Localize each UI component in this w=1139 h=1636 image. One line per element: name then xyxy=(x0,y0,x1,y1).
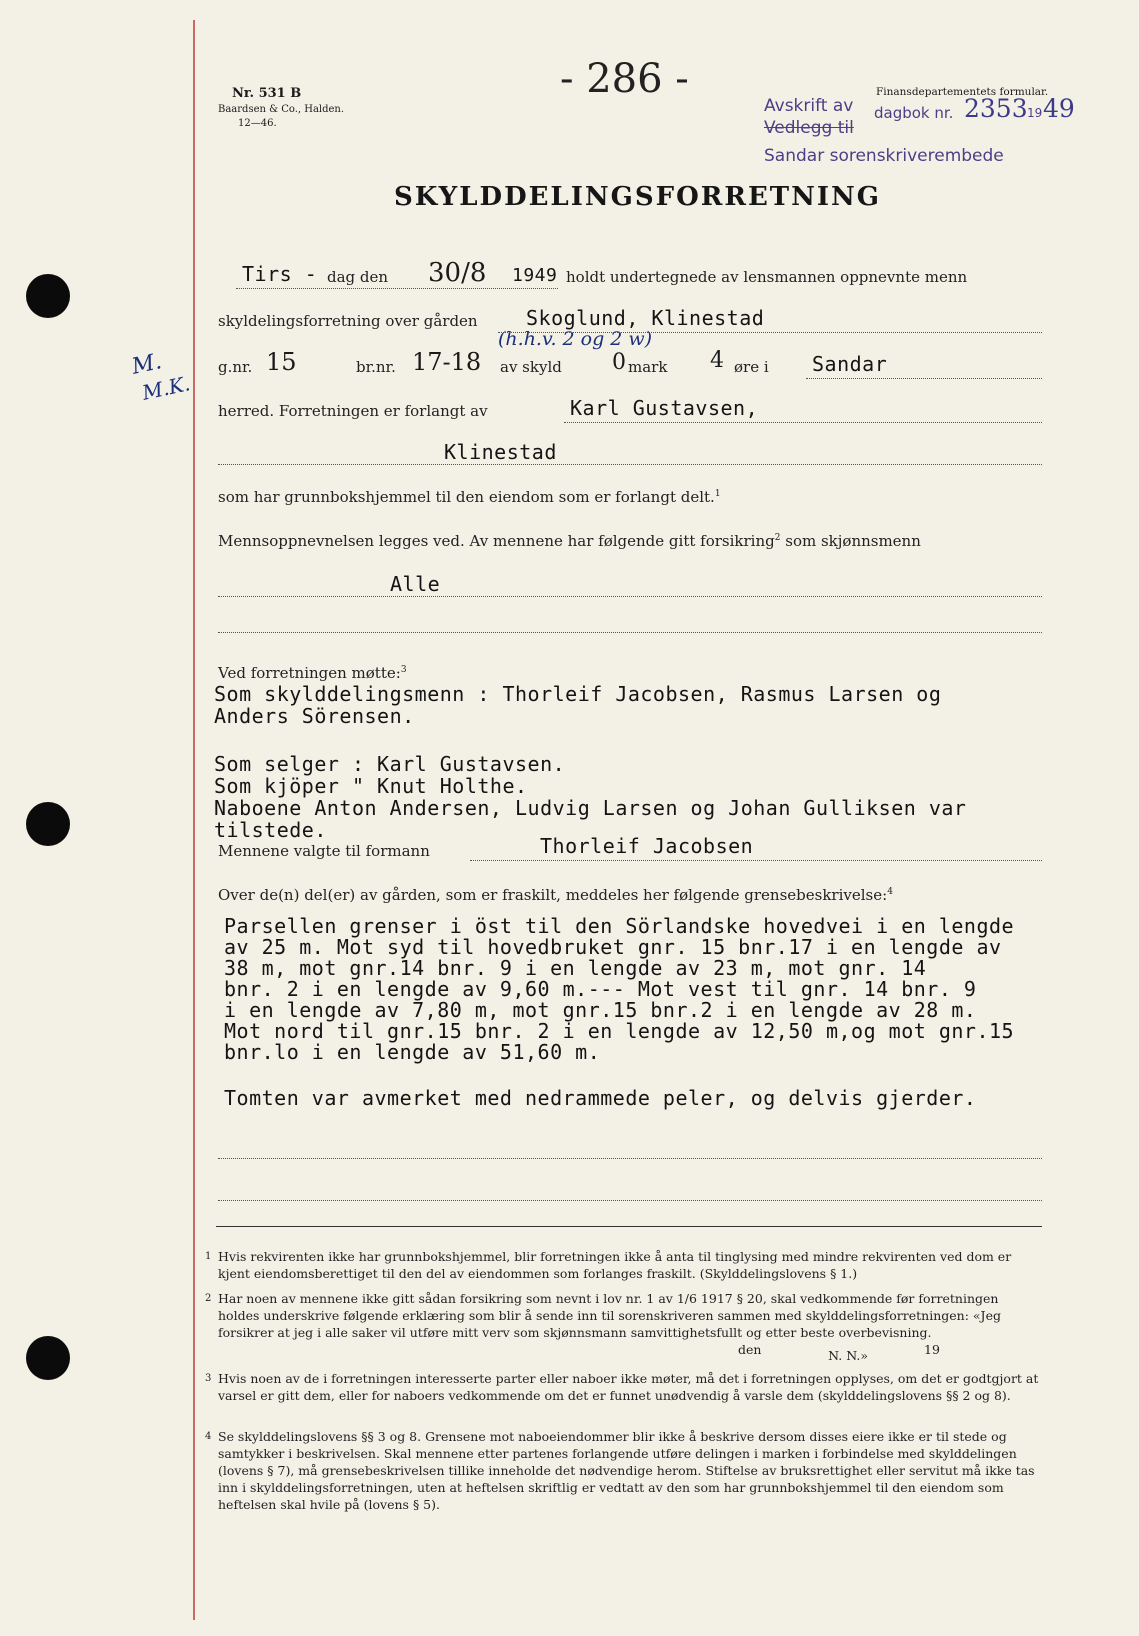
boundary-line: av 25 m. Mot syd til hovedbruket gnr. 15 bnr.17 i en lengde av xyxy=(224,935,1002,959)
footnote-4: 4 Se skylddelingslovens §§ 3 og 8. Grensene mot naboeiendommer blir ikke å beskrive dersom disses eiere ikke er til stede og samtykker i beskrivelsen. Skal mennene etter partenes forlangende utføre delingen i marken i forbindelse med skylddelingen (lovens § 7), må grensebeskrivelsen tillike inneholde det nødvendige herom. Stiftelse av bruksrettighet eller servitut må ikke tas inn i skylddelingsforretningen, uten at heftelsen skriftlig er vedtatt av den som har grunnbokshjemmel til den eiendom som heftelsen skal hvile på (lovens § 5). xyxy=(205,1429,1035,1512)
insured-members: Alle xyxy=(390,572,441,596)
margin-initial-1: M. xyxy=(129,349,164,380)
boundary-line: bnr.lo i en lengde av 51,60 m. xyxy=(224,1040,601,1064)
document-title: SKYLDDELINGSFORRETNING xyxy=(394,182,882,212)
dotted-line xyxy=(218,464,1042,465)
label-over-garden: skyldelingsforretning over gården xyxy=(218,312,478,330)
chairman: Thorleif Jacobsen xyxy=(540,834,754,858)
label-gnr: g.nr. xyxy=(218,358,253,376)
label-hjemmel: som har grunnbokshjemmel til den eiendom som er forlangt delt.$^1$ xyxy=(218,488,721,506)
boundary-line: i en lengde av 7,80 m, mot gnr.15 bnr.2 i en lengde av 28 m. xyxy=(224,998,977,1022)
punch-hole-bottom xyxy=(26,1336,70,1380)
label-mark: mark xyxy=(628,358,668,376)
page-number: - 286 - xyxy=(560,56,689,102)
label-dag-den: dag den xyxy=(327,268,389,286)
brnr-value: 17-18 xyxy=(412,348,482,376)
margin-initial-2: M.K. xyxy=(140,371,193,405)
label-grensebeskrivelse: Over de(n) del(er) av gården, som er fraskilt, meddeles her følgende grensebeskrivelse:$^4$ xyxy=(218,886,893,904)
attendees-line: Naboene Anton Andersen, Ludvig Larsen og Johan Gulliksen var xyxy=(214,796,967,820)
print-date: 12—46. xyxy=(238,118,277,129)
ore-value: 4 xyxy=(710,348,724,373)
farm-name: Skoglund, Klinestad xyxy=(526,306,765,330)
label-formann: Mennene valgte til formann xyxy=(218,842,430,860)
boundary-line: Mot nord til gnr.15 bnr. 2 i en lengde av 12,50 m,og mot gnr.15 xyxy=(224,1019,1015,1043)
boundary-line: 38 m, mot gnr.14 bnr. 9 i en lengde av 23 m, mot gnr. 14 xyxy=(224,956,927,980)
stamp-avskrift: Avskrift av xyxy=(764,96,854,116)
dotted-line xyxy=(218,1158,1042,1159)
label-av-skyld: av skyld xyxy=(500,358,562,376)
label-ore: øre i xyxy=(734,358,769,376)
journal-number: 2353 xyxy=(964,94,1028,123)
footnote-1: 1 Hvis rekvirenten ikke har grunnbokshjemmel, blir forretningen ikke å anta til tinglysing med mindre rekvirenten ved dom er kjent eiendomsberettiget til den del av eiendommen som forlanges fraskilt. (Skylddelingslovens § 1.) xyxy=(205,1249,1012,1281)
marking-note: Tomten var avmerket med nedrammede peler, og delvis gjerder. xyxy=(224,1086,977,1110)
journal-year: 49 xyxy=(1043,94,1075,123)
date-value: 30/8 xyxy=(428,258,487,288)
dotted-line xyxy=(218,596,1042,597)
label-holdt: holdt undertegnede av lensmannen oppnevnte menn xyxy=(566,268,968,286)
punch-hole-top xyxy=(26,274,70,318)
requester-name: Karl Gustavsen, xyxy=(570,396,759,420)
dotted-line xyxy=(498,332,1042,333)
dotted-line xyxy=(236,288,558,289)
boundary-line: Parsellen grenser i öst til den Sörlandske hovedvei i en lengde xyxy=(224,914,1015,938)
attendees-line: tilstede. xyxy=(214,818,327,842)
dotted-line xyxy=(564,422,1042,423)
gnr-value: 15 xyxy=(266,348,297,376)
farm-note: (h.h.v. 2 og 2 w) xyxy=(498,328,653,350)
attendees-line: Som selger : Karl Gustavsen. xyxy=(214,752,566,776)
boundary-line: bnr. 2 i en lengde av 9,60 m.--- Mot vest til gnr. 14 bnr. 9 xyxy=(224,977,977,1001)
margin-rule xyxy=(193,20,195,1620)
label-mennsoppnevnelse: Mennsoppnevnelsen legges ved. Av mennene har følgende gitt forsikring$^2$ som skjønnsmenn xyxy=(218,532,921,550)
label-brnr: br.nr. xyxy=(356,358,396,376)
dotted-line xyxy=(218,1200,1042,1201)
requester-place: Klinestad xyxy=(444,440,557,464)
footnote-3: 3 Hvis noen av de i forretningen interesserte parter eller naboer ikke møter, må det i forretningen opplyses, om det er godtgjort at varsel er gitt dem, eller for naboers vedkommende om det er funnet unødvendig å varsle dem (skylddelingslovens §§ 2 og 8). xyxy=(205,1371,1039,1403)
dotted-line xyxy=(218,632,1042,633)
label-mote: Ved forretningen møtte:$^3$ xyxy=(218,664,407,682)
stamp-vedlegg: Vedlegg til xyxy=(764,118,854,138)
mark-value: 0 xyxy=(612,350,626,375)
year-value: 1949 xyxy=(512,265,558,286)
stamp-year-prefix: 19 xyxy=(1027,106,1043,120)
label-herred: herred. Forretningen er forlangt av xyxy=(218,402,488,420)
dotted-line xyxy=(470,860,1042,861)
municipality: Sandar xyxy=(812,352,888,376)
attendees-line: Som skylddelingsmenn : Thorleif Jacobsen, Rasmus Larsen og xyxy=(214,682,942,706)
footnote-rule xyxy=(216,1226,1042,1227)
footnote-2: 2 Har noen av mennene ikke gitt sådan forsikring som nevnt i lov nr. 1 av 1/6 1917 § 20, skal vedkommende før forretningen holdes underskrive følgende erklæring som blir å sende inn til sorenskriveren sammen med skylddelingsforretningen: «Jeg forsikrer at jeg i alle saker vil utføre mitt verv som skjønnsmann samvittighetsfullt og etter beste overbevisning. den 19 N. N.» xyxy=(205,1291,1001,1363)
dotted-line xyxy=(806,378,1042,379)
attendees-line: Som kjöper " Knut Holthe. xyxy=(214,774,528,798)
stamp-dagbok: dagbok nr. xyxy=(874,104,954,122)
punch-hole-middle xyxy=(26,802,70,846)
weekday: Tirs - xyxy=(242,262,318,286)
stamp-court: Sandar sorenskriverembede xyxy=(764,146,1004,166)
publisher: Baardsen & Co., Halden. xyxy=(218,104,345,115)
attendees-line: Anders Sörensen. xyxy=(214,704,415,728)
form-number: Nr. 531 B xyxy=(232,86,302,101)
ministry-form: Finansdepartementets formular. xyxy=(876,86,1049,98)
